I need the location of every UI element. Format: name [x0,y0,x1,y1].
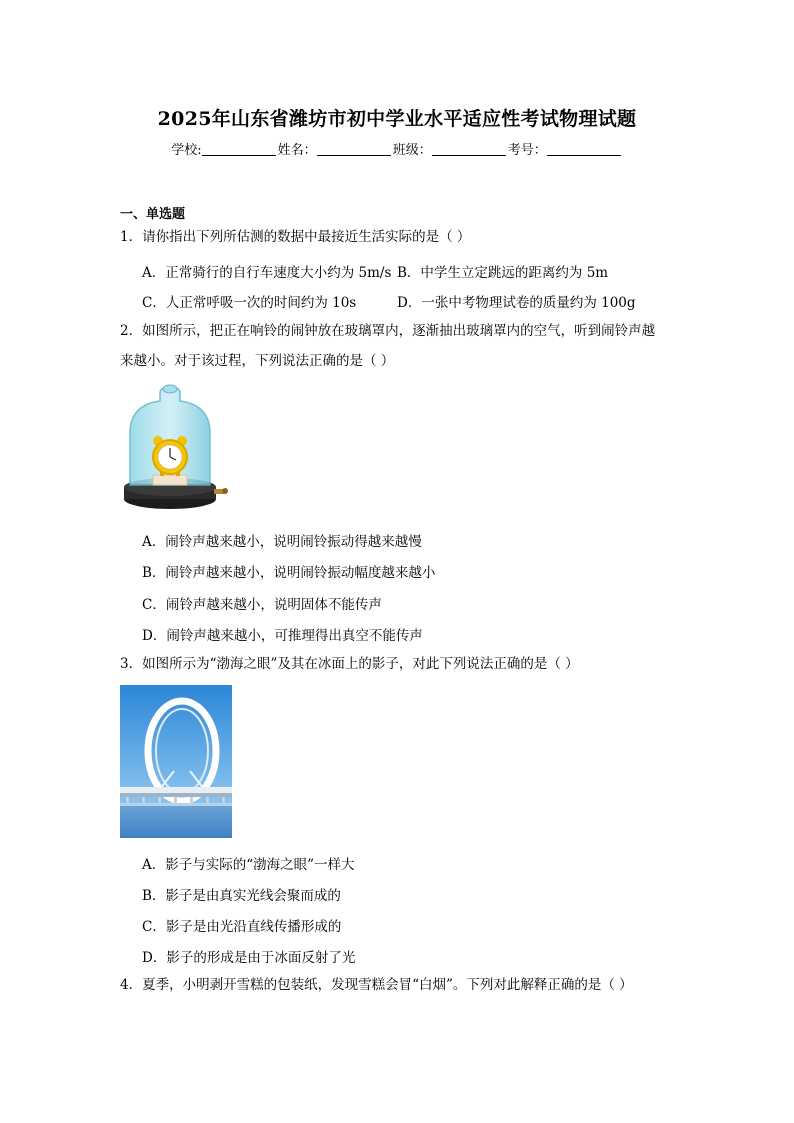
q2-option-b: B．闹铃声越来越小，说明闹铃振动幅度越来越小 [142,565,436,581]
page-title: 2025年山东省潍坊市初中学业水平适应性考试物理试题 [157,108,637,130]
question-2-stem-line2: 来越小。对于该过程，下列说法正确的是（ ） [120,353,395,369]
bohai-eye-ferris-wheel-image [120,685,232,838]
q2-option-d: D．闹铃声越来越小，可推理得出真空不能传声 [142,628,423,644]
question-3-stem: 3．如图所示为“渤海之眼”及其在冰面上的影子，对此下列说法正确的是（ ） [120,656,579,672]
name-label: 姓名： [277,143,317,158]
class-label: 班级： [392,143,432,158]
exam-no-blank[interactable] [547,155,621,156]
school-label: 学校: [171,143,202,158]
class-blank[interactable] [432,155,506,156]
question-2-stem-line1: 2．如图所示，把正在响铃的闹钟放在玻璃罩内，逐渐抽出玻璃罩内的空气，听到闹铃声越 [120,323,656,339]
student-info-line [0,139,794,158]
section-heading: 一、单选题 [120,207,186,222]
q3-option-c: C．影子是由光沿直线传播形成的 [142,919,342,935]
exam-no-label: 考号： [507,143,547,158]
q1-option-c: C．人正常呼吸一次的时间约为 10s [142,295,357,311]
school-blank[interactable] [202,155,276,156]
question-4-stem: 4．夏季，小明剥开雪糕的包装纸，发现雪糕会冒“白烟”。下列对此解释正确的是（ ） [120,977,633,993]
q3-option-d: D．影子的形成是由于冰面反射了光 [142,950,356,966]
q1-option-b: B．中学生立定跳远的距离约为 5m [397,265,609,281]
q3-option-a: A．影子与实际的“渤海之眼”一样大 [142,857,355,873]
q1-option-a: A．正常骑行的自行车速度大小约为 5m/s [142,265,392,281]
q2-option-c: C．闹铃声越来越小，说明固体不能传声 [142,597,382,613]
question-1-stem: 1．请你指出下列所估测的数据中最接近生活实际的是（ ） [120,229,471,245]
q1-option-d: D．一张中考物理试卷的质量约为 100g [397,295,636,311]
bell-jar-alarm-clock-image [120,383,230,515]
q3-option-b: B．影子是由真实光线会聚而成的 [142,888,341,904]
q2-option-a: A．闹铃声越来越小，说明闹铃振动得越来越慢 [142,534,422,550]
name-blank[interactable] [317,155,391,156]
